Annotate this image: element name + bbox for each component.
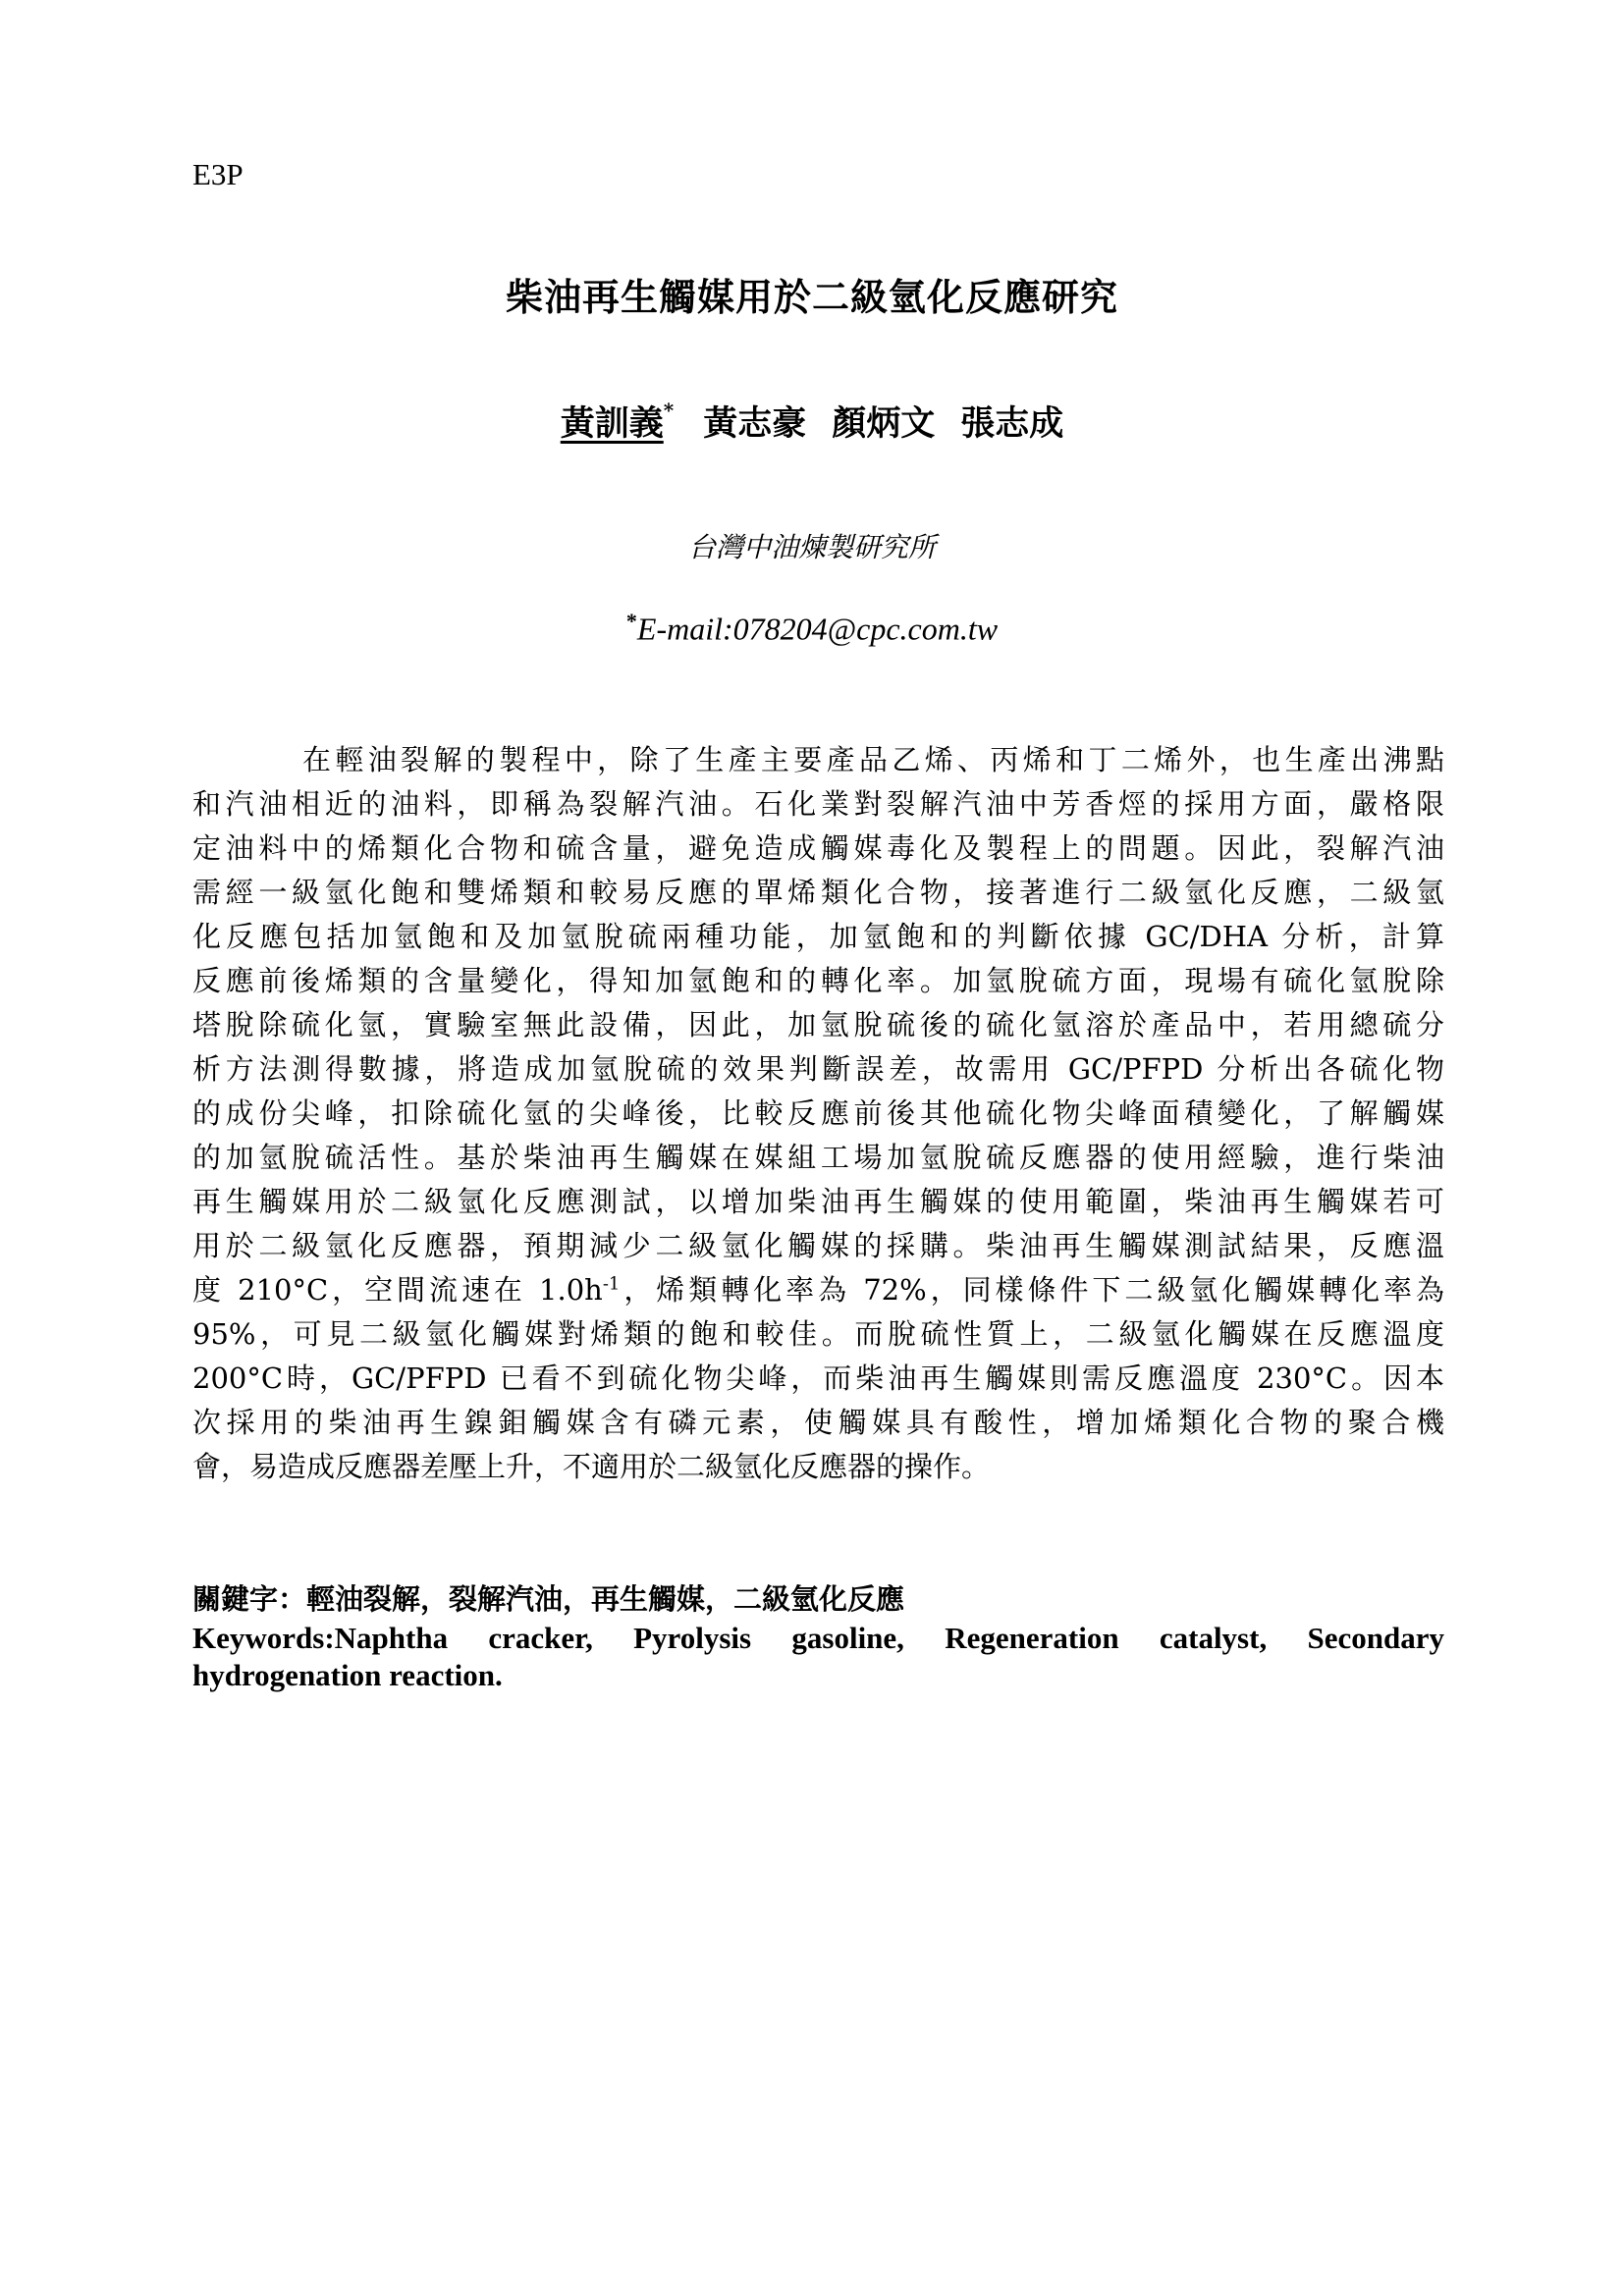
abstract-line: 的成份尖峰，扣除硫化氫的尖峰後，比較反應前後其他硫化物尖峰面積變化，了解觸媒 xyxy=(192,1096,1444,1130)
keywords-chinese: 關鍵字：輕油裂解，裂解汽油，再生觸媒，二級氫化反應 xyxy=(192,1582,905,1616)
abstract-text: ，烯類轉化率為 72%，同樣條件下二級氫化觸媒轉化率為 xyxy=(620,1273,1444,1307)
abstract-line: 用於二級氫化反應器，預期減少二級氫化觸媒的採購。柴油再生觸媒測試結果，反應溫 xyxy=(192,1229,1444,1262)
abstract-line: 和汽油相近的油料，即稱為裂解汽油。石化業對裂解汽油中芳香烴的採用方面，嚴格限 xyxy=(192,787,1444,821)
email-line xyxy=(0,609,1624,648)
author-4: 張志成 xyxy=(960,403,1064,444)
abstract-line: 會，易造成反應器差壓上升，不適用於二級氫化反應器的操作。 xyxy=(192,1450,991,1483)
keywords-english-line: Keywords:Naphtha cracker, Pyrolysis gasoline, Regeneration catalyst, Secondary xyxy=(192,1621,1444,1655)
author-3: 顏炳文 xyxy=(832,403,936,444)
abstract-line: 在輕油裂解的製程中，除了生產主要產品乙烯、丙烯和丁二烯外，也生產出沸點 xyxy=(302,743,1444,776)
author-2: 黃志豪 xyxy=(703,403,807,444)
abstract-line: 的加氫脫硫活性。基於柴油再生觸媒在媒組工場加氫脫硫反應器的使用經驗，進行柴油 xyxy=(192,1141,1444,1174)
email-address: E-mail:078204@cpc.com.tw xyxy=(636,611,999,647)
corresponding-mark: * xyxy=(663,399,675,422)
abstract-line: 200°C時，GC/PFPD 已看不到硫化物尖峰，而柴油再生觸媒則需反應溫度 230°C。因本 xyxy=(192,1362,1444,1395)
abstract-line: 再生觸媒用於二級氫化反應測試，以增加柴油再生觸媒的使用範圍，柴油再生觸媒若可 xyxy=(192,1185,1444,1218)
keywords-section xyxy=(192,1578,1444,1694)
abstract-line: 次採用的柴油再生鎳鉬觸媒含有磷元素，使觸媒具有酸性，增加烯類化合物的聚合機 xyxy=(192,1406,1444,1439)
paper-title: 柴油再生觸媒用於二級氫化反應研究 xyxy=(505,275,1118,319)
keywords-english-line: hydrogenation reaction. xyxy=(192,1658,503,1692)
abstract-text: 度 210°C，空間流速在 1.0h xyxy=(192,1273,603,1307)
abstract-line: 析方法測得數據，將造成加氫脫硫的效果判斷誤差，故需用 GC/PFPD 分析出各硫化物 xyxy=(192,1052,1444,1086)
unit-exponent: -1 xyxy=(602,1273,621,1295)
page-code: E3P xyxy=(192,157,244,191)
keywords-english xyxy=(192,1620,1444,1694)
abstract-line: 反應前後烯類的含量變化，得知加氫飽和的轉化率。加氫脫硫方面，現場有硫化氫脫除 xyxy=(192,964,1444,997)
abstract-line: 需經一級氫化飽和雙烯類和較易反應的單烯類化合物，接著進行二級氫化反應，二級氫 xyxy=(192,876,1444,909)
abstract-line: 塔脫除硫化氫，實驗室無此設備，因此，加氫脫硫後的硫化氫溶於產品中，若用總硫分 xyxy=(192,1008,1444,1041)
abstract-line: 95%，可見二級氫化觸媒對烯類的飽和較佳。而脫硫性質上，二級氫化觸媒在反應溫度 xyxy=(192,1317,1444,1351)
abstract-line xyxy=(192,1268,1444,1312)
email-mark: * xyxy=(625,609,637,633)
abstract-line: 化反應包括加氫飽和及加氫脫硫兩種功能，加氫飽和的判斷依據 GC/DHA 分析，計算 xyxy=(192,920,1444,953)
abstract xyxy=(192,738,1444,1483)
author-list xyxy=(0,397,1624,446)
abstract-line: 定油料中的烯類化合物和硫含量，避免造成觸媒毒化及製程上的問題。因此，裂解汽油 xyxy=(192,831,1444,865)
author-corresponding: 黃訓義 xyxy=(560,403,664,444)
affiliation: 台灣中油煉製研究所 xyxy=(687,531,936,563)
